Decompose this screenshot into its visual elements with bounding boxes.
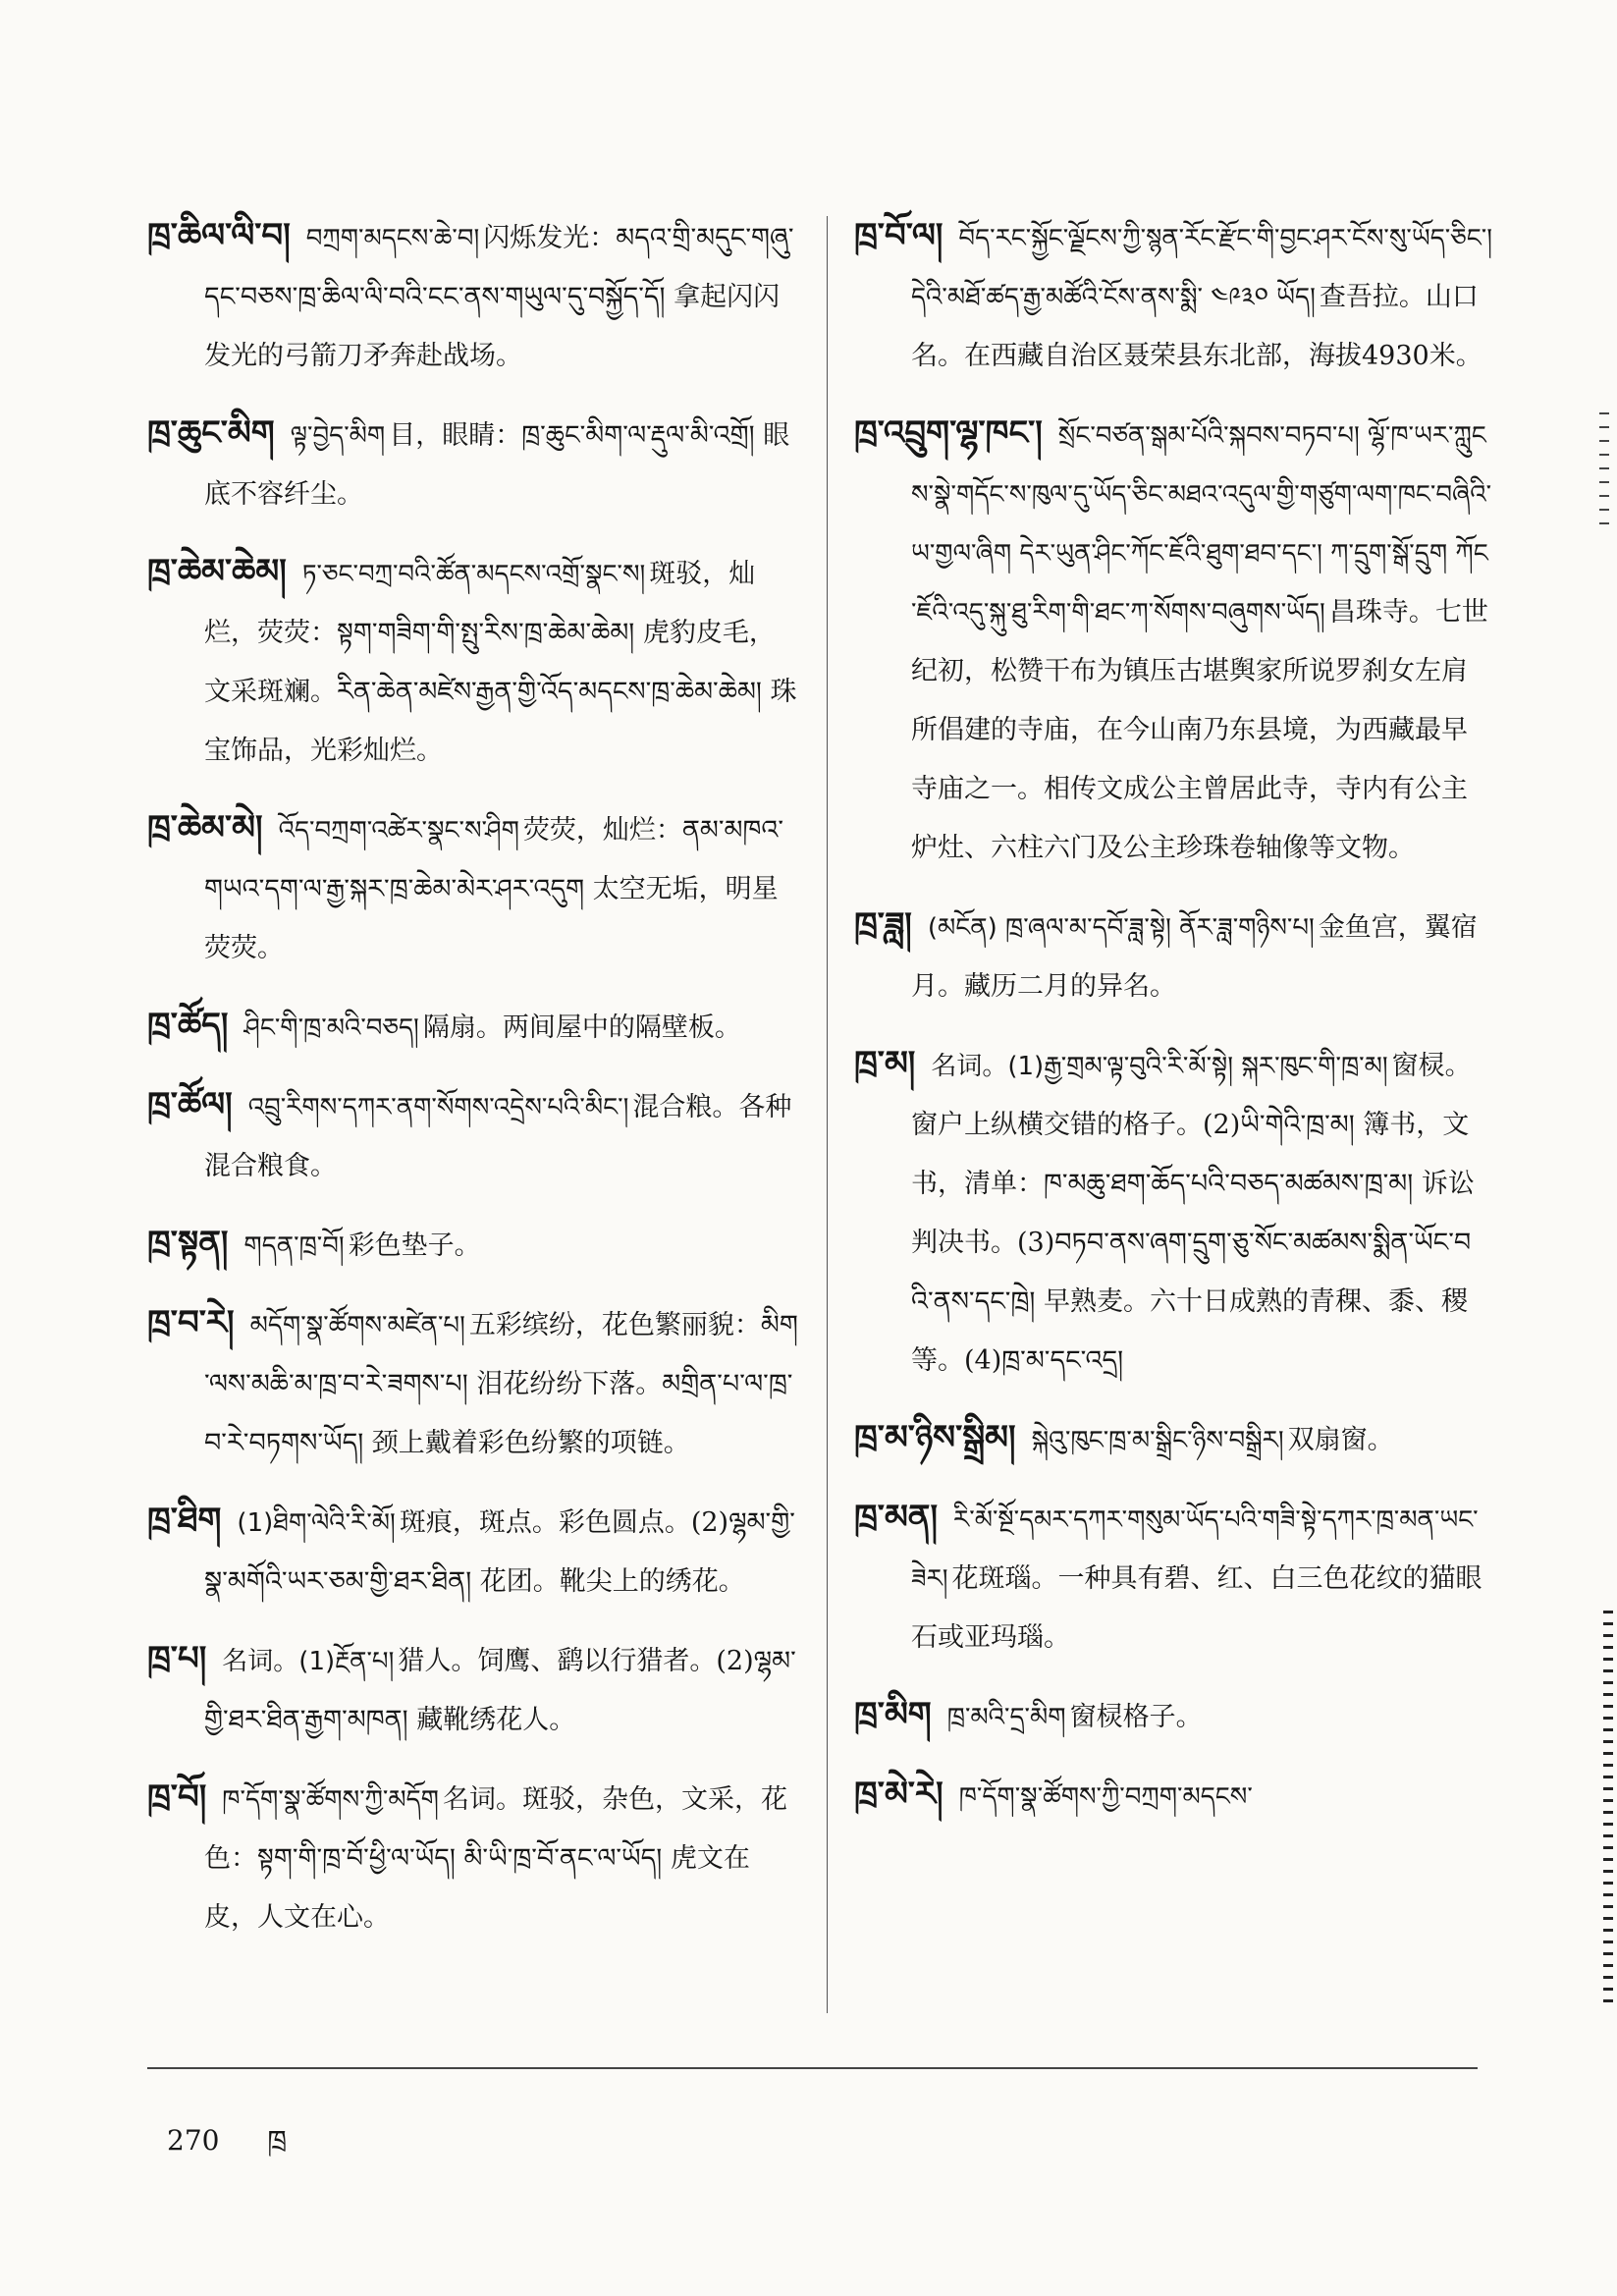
entry-text: 斑痕，斑点。彩色圆点。(2)ལྷམ་གྱི་སྣ་མགོའི་ཡར་ཅམ་གྱི་ཐར་ཐིན། 花团。靴尖上的绣花。 <box>204 1507 795 1597</box>
entry-text: 名词。斑驳，杂色，文采，花色：སྟག་གི་ཁྲ་བོ་ཕྱི་ལ་ཡོད། མི་ཡི་ཁྲ་བོ་ནང་ལ་ཡོད། 虎文在皮，人文在心。 <box>204 1784 787 1933</box>
entry-headword: ཁྲ་ཚོལ། <box>147 1085 233 1124</box>
entry-headword: ཁྲ་ཚོད། <box>147 1006 229 1045</box>
entry-headword: ཁྲ་བོ་ལ། <box>854 216 943 255</box>
entry-headword: ཁྲ་མ་ཉིས་སྒྲིམ། <box>854 1418 1016 1457</box>
dictionary-entry <box>854 1488 1492 1667</box>
entry-text: 目，眼睛：ཁྲ་ཆུང་མིག་ལ་རྡུལ་མི་འགྲོ། 眼底不容纤尘。 <box>204 420 790 510</box>
entry-headword: ཁྲ་སྟན། <box>147 1224 229 1263</box>
entry-text: 查吾拉。山口名。在西藏自治区聂荣县东北部，海拔4930米。 <box>911 282 1482 371</box>
entry-text: 昌珠寺。七世纪初，松赞干布为镇压古堪舆家所说罗刹女左肩所倡建的寺庙，在今山南乃东县境，为西藏最早寺庙之一。相传文成公主曾居此寺，寺内有公主炉灶、六柱六门及公主珍珠卷轴像等文物。 <box>911 597 1488 863</box>
entry-headword: ཁྲ་ཟླ། <box>854 905 912 945</box>
entry-tibetan-definition: བཀྲག་མདངས་ཆེ་བ། <box>305 224 480 253</box>
entry-text: 隔扇。两间屋中的隔壁板。 <box>422 1012 741 1043</box>
entry-tibetan-definition: འོད་བཀྲག་འཚེར་སྣང་ས་ཤིག <box>278 816 519 846</box>
dictionary-entry <box>147 1768 800 1947</box>
entry-headword: ཁྲ་ཐིག <box>147 1501 222 1540</box>
entry-tibetan-definition: སྐེའུ་ཁུང་ཁྲ་མ་སྒྲིང་ཉིས་བསྒྲིར། <box>1031 1426 1284 1455</box>
dictionary-entry <box>854 1685 1492 1747</box>
entry-headword: ཁྲ་ཆེམ་མེ། <box>147 808 263 847</box>
entry-tibetan-definition: ཁྲ་མའི་དྲ་མིག <box>946 1703 1066 1732</box>
column-divider <box>827 216 828 2013</box>
dictionary-entry <box>147 1293 800 1473</box>
entry-text: 花斑瑙。一种具有碧、红、白三色花纹的猫眼石或亚玛瑙。 <box>911 1563 1482 1653</box>
dictionary-entry <box>147 1629 800 1750</box>
entry-text: 荧荧，灿烂：ནམ་མཁའ་གཡའ་དག་ལ་རྒྱ་སྐར་ཁྲ་ཆེམ་མེར་ཤར་འདུག 太空无垢，明星荧荧。 <box>204 815 784 963</box>
entry-tibetan-definition: མདོག་སྣ་ཚོགས་མཛེན་པ། <box>249 1311 465 1340</box>
entry-tibetan-definition: འབྲུ་རིགས་དཀར་ནག་སོགས་འདྲེས་པའི་མིང་། <box>247 1093 629 1122</box>
entry-tibetan-definition: 名词。(1)རྒྱ་གྲམ་ལྟ་བུའི་རི་མོ་སྟེ། སྐར་ཁུང་གི་ཁྲ་མ། <box>931 1052 1388 1081</box>
entry-tibetan-definition: (མངོན) ཁྲ་ཞལ་མ་དབོ་ཟླ་སྟེ། ནོར་ཟླ་གཉིས་པ། <box>927 913 1315 943</box>
entry-text: 窗棂格子。 <box>1069 1702 1203 1732</box>
edge-index-marks-top <box>1599 412 1609 530</box>
entry-headword: ཁྲ་མེ་རེ། <box>854 1775 943 1814</box>
entry-headword: ཁྲ་བ་རེ། <box>147 1303 235 1342</box>
edge-index-marks <box>1603 1611 1613 2003</box>
dictionary-entry <box>147 1214 800 1276</box>
dictionary-entry <box>854 1408 1492 1470</box>
entry-tibetan-definition: 名词。(1)རྔོན་པ། <box>222 1647 395 1676</box>
entry-text: 彩色垫子。 <box>348 1230 481 1261</box>
entry-headword: ཁྲ་མ། <box>854 1044 916 1083</box>
dictionary-entry <box>147 1491 800 1612</box>
entry-tibetan-definition: གདན་ཁྲ་བོ། <box>243 1231 345 1261</box>
entry-headword: ཁྲ་ཆེམ་ཆེམ། <box>147 552 287 591</box>
entry-text: 双扇窗。 <box>1287 1425 1394 1455</box>
entry-tibetan-definition: ཏ་ཅང་བཀྲ་བའི་ཚོན་མདངས་འགྲོ་སྣང་ས། <box>301 560 646 589</box>
dictionary-entry <box>147 996 800 1058</box>
footer-rule <box>147 2067 1478 2069</box>
dictionary-entry <box>854 404 1492 878</box>
page-number: 270 <box>167 2124 220 2157</box>
dictionary-entry <box>147 404 800 524</box>
entry-tibetan-definition: རི་མོ་སྔོ་དམར་དཀར་གསུམ་ཡོད་པའི་གཟི་སྟེ་དཀར་ཁྲ་མན་ཡང་ཟེར། <box>911 1505 1479 1594</box>
entry-tibetan-definition: ཤིང་གི་ཁྲ་མའི་བཅད། <box>243 1013 419 1043</box>
dictionary-entry <box>854 1034 1492 1391</box>
dictionary-entry <box>147 542 800 781</box>
section-letter: ཁྲ <box>267 2124 287 2157</box>
left-column <box>147 206 800 1965</box>
entry-tibetan-definition: ཁ་དོག་སྣ་ཚོགས་ཀྱི་བཀྲག་མདངས་ <box>958 1782 1253 1812</box>
entry-headword: ཁྲ་ཆིལ་ལི་བ། <box>147 216 291 255</box>
dictionary-entry <box>147 798 800 978</box>
entry-tibetan-definition: ཁ་དོག་སྣ་ཚོགས་ཀྱི་མདོག <box>222 1785 439 1815</box>
entry-headword: ཁྲ་འབྲུག་ལྷ་ཁང་། <box>854 413 1043 453</box>
entry-tibetan-definition: ལྟ་བྱེད་མིག <box>290 421 386 451</box>
right-column <box>854 206 1492 1844</box>
entry-text: 斑驳，灿烂，荧荧：སྟག་གཟིག་གི་སྤུ་རིས་ཁྲ་ཆེམ་ཆེམ། 虎豹皮毛，文采斑斓。རིན་ཆེན་མཛེས་རྒྱན་གྱི་འོད་མདངས་ཁྲ་ཆེམ་ཆེམ། 珠宝饰品，光彩灿烂。 <box>204 559 797 766</box>
entry-headword: ཁྲ་བོ། <box>147 1777 207 1817</box>
entry-text: 五彩缤纷，花色繁丽貌：མིག་ལས་མཆི་མ་ཁྲ་བ་རེ་ཟགས་པ། 泪花纷纷下落。མགྲིན་པ་ལ་ཁྲ་བ་རེ་བཏགས་ཡོད། 颈上戴着彩色纷繁的项链。 <box>204 1310 798 1458</box>
dictionary-entry <box>147 206 800 386</box>
dictionary-entry <box>854 1765 1492 1827</box>
dictionary-entry <box>147 1075 800 1196</box>
entry-headword: ཁྲ་མན། <box>854 1498 939 1537</box>
entry-headword: ཁྲ་མིག <box>854 1695 932 1734</box>
entry-text: 闪烁发光：མདའ་གྲི་མདུང་གཞུ་དང་བཅས་ཁྲ་ཆིལ་ལི་བའི་ངང་ནས་གཡུལ་དུ་བསྐྱོད་དོ། 拿起闪闪发光的弓箭刀矛奔赴战场。 <box>204 223 794 371</box>
page-footer <box>167 2109 326 2187</box>
dictionary-entry <box>854 206 1492 386</box>
entry-text: 猎人。饲鹰、鹞以行猎者。(2)ལྷམ་གྱི་ཐར་ཐིན་རྒྱག་མཁན། 藏靴绣花人。 <box>204 1646 796 1735</box>
entry-headword: ཁྲ་པ། <box>147 1639 207 1678</box>
entry-tibetan-definition: སྲོང་བཙན་སྒམ་པོའི་སྐབས་བཏབ་པ། ལྷོ་ཁ་ཡར་ཀླུངས་སྣེ་གདོང་ས་ཁུལ་དུ་ཡོད་ཅིང་མཐའ་འདུལ་གྱི་གཙུག་ལག་ཁང་བཞིའི་ཡ་གྱལ་ཞིག དེར་ཡུན་ཤིང་ཀོང་ཇོའི་ཐུག་ཐབ་དང་། ཀ་དྲུག་སྒོ་དྲུག ཀོང་ཇོའི་འདུ་སྐུ་ཐུ་རིག་གི་ཐང་ཀ་སོགས་བཞུགས་ཡོད། <box>911 421 1492 628</box>
entry-tibetan-definition: བོད་རང་སྐྱོང་ལྗོངས་ཀྱི་སྙན་རོང་རྫོང་གི་བྱང་ཤར་ངོས་སུ་ཡོད་ཅིང་། དེའི་མཐོ་ཚད་རྒྱ་མཚོའི་ངོས་ནས་སྨི་ ༤༩༣༠ ཡོད། <box>911 224 1493 312</box>
entry-headword: ཁྲ་ཆུང་མིག <box>147 413 275 453</box>
entry-text: 混合粮。各种混合粮食。 <box>204 1092 792 1181</box>
dictionary-entry <box>854 896 1492 1016</box>
entry-text: 金鱼宫，翼宿月。藏历二月的异名。 <box>911 912 1478 1002</box>
entry-text: 窗棂。窗户上纵横交错的格子。(2)ཡི་གེའི་ཁྲ་མ། 簿书，文书，清单：ཁ་མཆུ་ཐག་ཆོད་པའི་བཅད་མཚམས་ཁྲ་མ། 诉讼判决书。(3)བཏབ་ནས་ཞག་དྲུག་ཅུ་སོང་མཚམས་སྨིན་ཡོང་བའི་ནས་དང་ཁྲེ། 早熟麦。六十日成熟的青稞、黍、稷等。(4)ཁྲ་མ་དང་འདྲ། <box>911 1051 1475 1376</box>
entry-tibetan-definition: (1)ཐིག་ལེའི་རི་མོ། <box>237 1508 396 1538</box>
